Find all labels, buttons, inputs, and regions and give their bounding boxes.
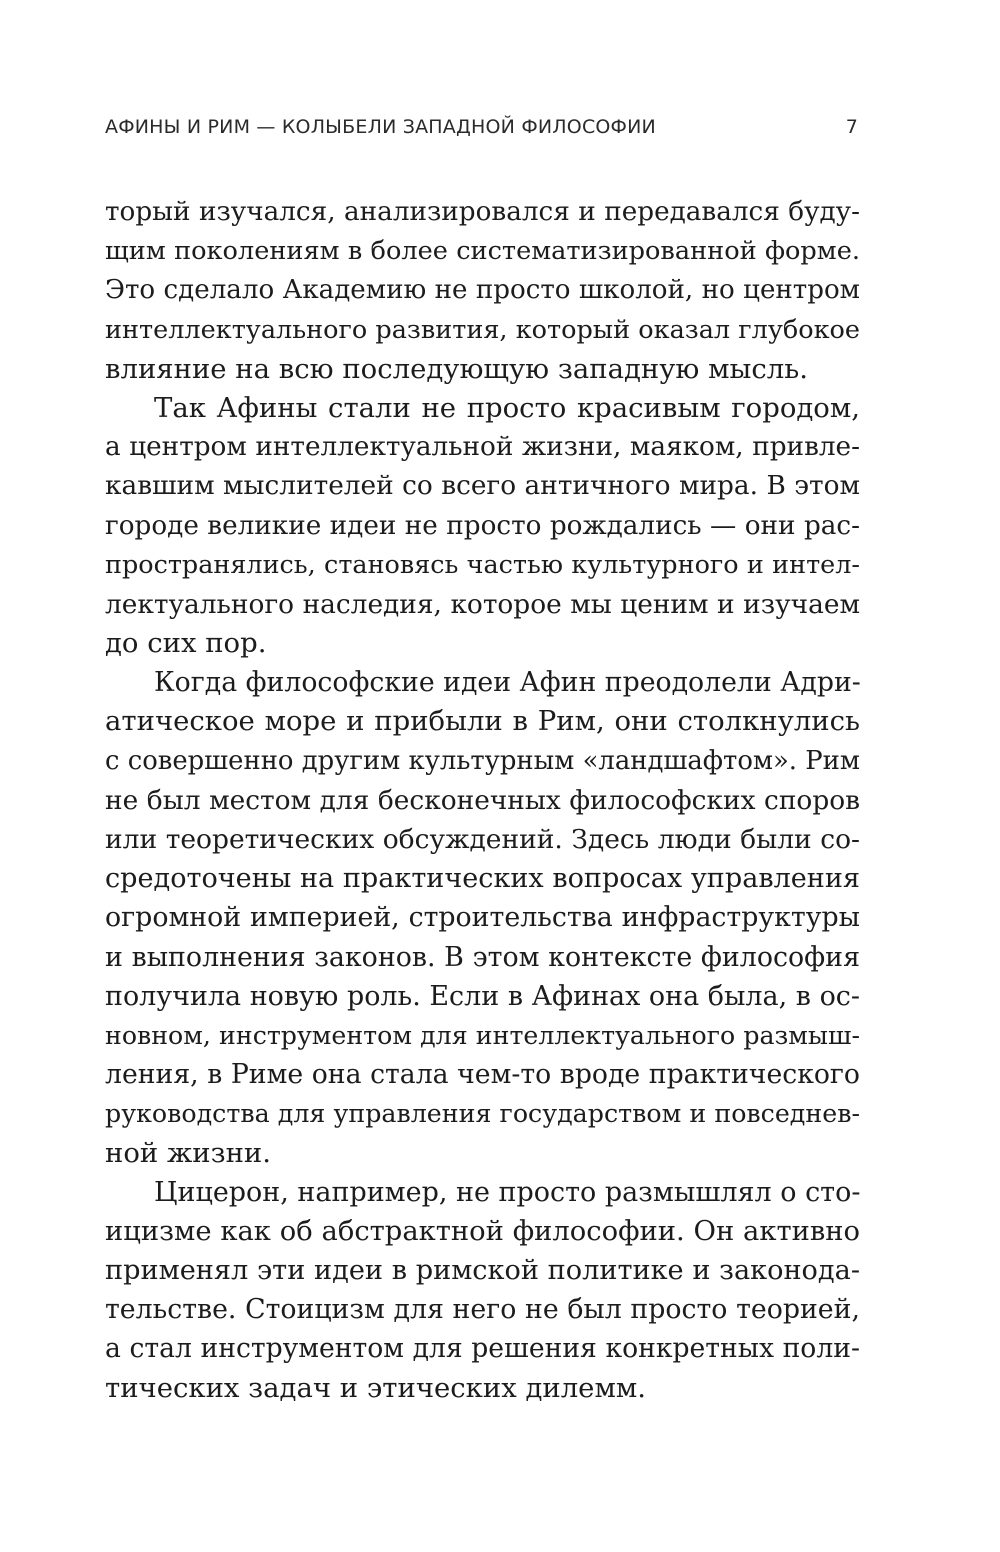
- text-line: кавшим мыслителей со всего античного мира. В этом: [105, 471, 860, 502]
- text-line: руководства для управления государством и повседнев-: [105, 1099, 860, 1129]
- text-line: пространялись, становясь частью культурного и интел-: [105, 549, 860, 580]
- page-number: 7: [845, 116, 858, 138]
- text-line: торый изучался, анализировался и передавался буду-: [105, 197, 860, 227]
- text-line: Так Афины стали не просто красивым городом,: [154, 391, 860, 424]
- text-line: или теоретических обсуждений. Здесь люди были со-: [105, 824, 860, 855]
- running-header: [105, 112, 860, 144]
- text-line: Когда философские идеи Афин преодолели Адри-: [154, 667, 861, 699]
- paragraph-2: [105, 389, 860, 663]
- text-line: лектуального наследия, которое мы ценим и изучаем: [105, 588, 860, 620]
- text-line: интеллектуального развития, который оказал глубокое: [105, 314, 860, 345]
- text-line: ицизме как об абстрактной философии. Он активно: [105, 1215, 860, 1247]
- text-line: не был местом для бесконечных философских споров: [105, 784, 860, 816]
- text-line: огромной империей, строительства инфраструктуры: [105, 902, 860, 934]
- text-line: применял эти идеи в римской политике и законода-: [105, 1255, 860, 1287]
- body-text: [105, 193, 860, 1408]
- text-line: Это сделало Академию не просто школой, но центром: [105, 275, 860, 306]
- text-line: а центром интеллектуальной жизни, маяком, привле-: [105, 432, 860, 463]
- text-line: и выполнения законов. В этом контексте философия: [105, 941, 860, 973]
- text-line: щим поколениям в более систематизированной форме.: [105, 236, 860, 267]
- text-line: тельстве. Стоицизм для него не был просто теорией,: [105, 1294, 860, 1326]
- text-line: новном, инструментом для интеллектуального размыш-: [105, 1020, 860, 1050]
- paragraph-3: [105, 663, 860, 1172]
- text-line: ления, в Риме она стала чем-то вроде практического: [105, 1059, 860, 1091]
- text-line: средоточены на практических вопросах управления: [105, 863, 860, 895]
- text-line: получила новую роль. Если в Афинах она была, в ос-: [105, 980, 860, 1012]
- text-line: атическое море и прибыли в Рим, они столкнулись: [105, 705, 860, 738]
- running-title: АФИНЫ И РИМ — КОЛЫБЕЛИ ЗАПАДНОЙ ФИЛОСОФИИ: [105, 116, 656, 138]
- text-line: Цицерон, например, не просто размышлял о сто-: [154, 1176, 861, 1208]
- text-line: влияние на всю последующую западную мысль.: [105, 352, 808, 385]
- text-line: до сих пор.: [105, 627, 267, 660]
- text-line: а стал инструментом для решения конкретных поли-: [105, 1333, 860, 1365]
- paragraph-4: [105, 1173, 860, 1408]
- text-line: городе великие идеи не просто рождались — они рас-: [105, 510, 860, 541]
- text-line: с совершенно другим культурным «ландшафтом». Рим: [105, 745, 860, 776]
- text-line: тических задач и этических дилемм.: [105, 1371, 646, 1404]
- text-line: ной жизни.: [105, 1136, 271, 1169]
- paragraph-1: [105, 193, 860, 389]
